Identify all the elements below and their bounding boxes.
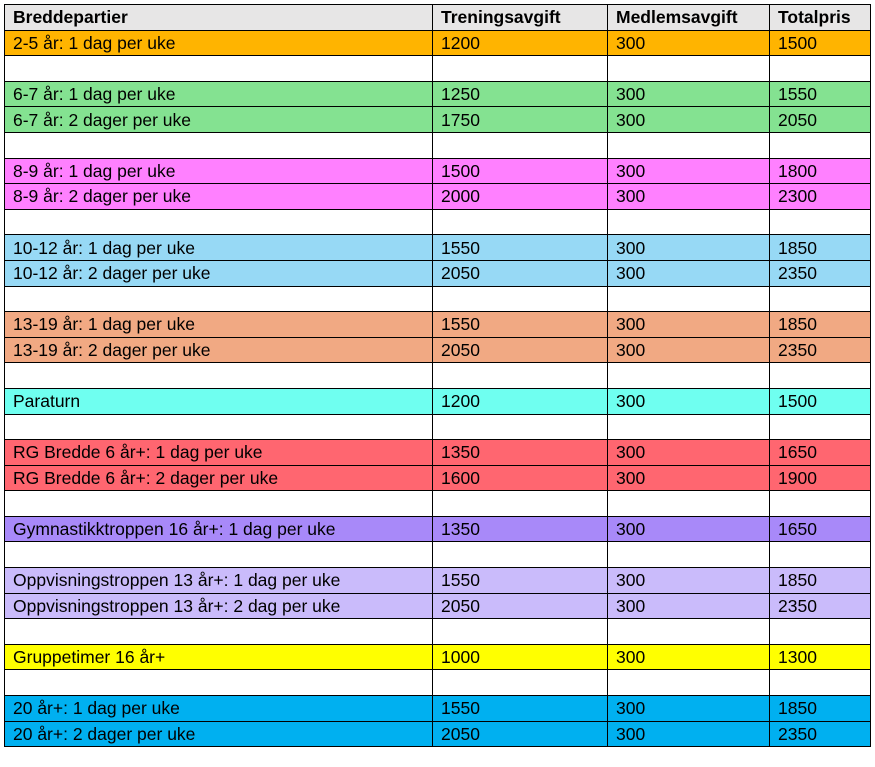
group-cell: Oppvisningstroppen 13 år+: 2 dag per uke bbox=[5, 593, 433, 619]
header-row bbox=[5, 5, 871, 31]
total-price-cell: 2350 bbox=[770, 721, 871, 747]
group-cell: 20 år+: 1 dag per uke bbox=[5, 696, 433, 722]
training-fee-cell: 2050 bbox=[433, 721, 608, 747]
membership-fee-cell: 300 bbox=[608, 388, 770, 414]
training-fee-cell: 1200 bbox=[433, 30, 608, 56]
group-cell bbox=[5, 414, 433, 440]
table-row bbox=[5, 81, 871, 107]
membership-fee-cell: 300 bbox=[608, 107, 770, 133]
total-price-cell: 1300 bbox=[770, 644, 871, 670]
training-fee-cell: 1550 bbox=[433, 696, 608, 722]
total-price-cell bbox=[770, 414, 871, 440]
table-row bbox=[5, 670, 871, 696]
training-fee-cell bbox=[433, 670, 608, 696]
training-fee-cell: 1550 bbox=[433, 312, 608, 338]
table-row bbox=[5, 568, 871, 594]
table-row bbox=[5, 286, 871, 312]
table-row bbox=[5, 132, 871, 158]
training-fee-cell: 2050 bbox=[433, 260, 608, 286]
header-breddepartier: Breddepartier bbox=[5, 5, 433, 31]
group-cell: 8-9 år: 2 dager per uke bbox=[5, 184, 433, 210]
training-fee-cell bbox=[433, 542, 608, 568]
membership-fee-cell bbox=[608, 56, 770, 82]
total-price-cell bbox=[770, 619, 871, 645]
membership-fee-cell: 300 bbox=[608, 30, 770, 56]
total-price-cell: 1850 bbox=[770, 568, 871, 594]
total-price-cell: 1850 bbox=[770, 696, 871, 722]
total-price-cell: 1650 bbox=[770, 440, 871, 466]
group-cell bbox=[5, 209, 433, 235]
total-price-cell bbox=[770, 132, 871, 158]
table-row bbox=[5, 491, 871, 517]
membership-fee-cell bbox=[608, 132, 770, 158]
training-fee-cell: 1500 bbox=[433, 158, 608, 184]
header-medlemsavgift: Medlemsavgift bbox=[608, 5, 770, 31]
total-price-cell: 2350 bbox=[770, 593, 871, 619]
membership-fee-cell: 300 bbox=[608, 516, 770, 542]
training-fee-cell: 1250 bbox=[433, 81, 608, 107]
membership-fee-cell bbox=[608, 363, 770, 389]
training-fee-cell bbox=[433, 491, 608, 517]
training-fee-cell bbox=[433, 56, 608, 82]
total-price-cell bbox=[770, 363, 871, 389]
membership-fee-cell: 300 bbox=[608, 568, 770, 594]
training-fee-cell: 1350 bbox=[433, 516, 608, 542]
membership-fee-cell: 300 bbox=[608, 81, 770, 107]
table-row bbox=[5, 312, 871, 338]
group-cell: 10-12 år: 2 dager per uke bbox=[5, 260, 433, 286]
group-cell bbox=[5, 670, 433, 696]
table-row bbox=[5, 260, 871, 286]
table-row bbox=[5, 542, 871, 568]
training-fee-cell bbox=[433, 619, 608, 645]
group-cell bbox=[5, 286, 433, 312]
training-fee-cell: 1550 bbox=[433, 568, 608, 594]
group-cell: Oppvisningstroppen 13 år+: 1 dag per uke bbox=[5, 568, 433, 594]
membership-fee-cell: 300 bbox=[608, 696, 770, 722]
table-row bbox=[5, 644, 871, 670]
table-row bbox=[5, 30, 871, 56]
table-row bbox=[5, 465, 871, 491]
membership-fee-cell: 300 bbox=[608, 721, 770, 747]
group-cell bbox=[5, 542, 433, 568]
total-price-cell bbox=[770, 286, 871, 312]
group-cell: 20 år+: 2 dager per uke bbox=[5, 721, 433, 747]
membership-fee-cell bbox=[608, 670, 770, 696]
total-price-cell: 2350 bbox=[770, 337, 871, 363]
table-row bbox=[5, 56, 871, 82]
group-cell: 13-19 år: 1 dag per uke bbox=[5, 312, 433, 338]
table-row bbox=[5, 363, 871, 389]
total-price-cell: 2300 bbox=[770, 184, 871, 210]
membership-fee-cell bbox=[608, 209, 770, 235]
group-cell: 13-19 år: 2 dager per uke bbox=[5, 337, 433, 363]
total-price-cell: 1900 bbox=[770, 465, 871, 491]
training-fee-cell: 2050 bbox=[433, 593, 608, 619]
membership-fee-cell: 300 bbox=[608, 465, 770, 491]
total-price-cell bbox=[770, 209, 871, 235]
membership-fee-cell: 300 bbox=[608, 337, 770, 363]
total-price-cell: 1550 bbox=[770, 81, 871, 107]
training-fee-cell: 1550 bbox=[433, 235, 608, 261]
membership-fee-cell bbox=[608, 286, 770, 312]
table-row bbox=[5, 107, 871, 133]
group-cell: Paraturn bbox=[5, 388, 433, 414]
group-cell bbox=[5, 491, 433, 517]
training-fee-cell: 1600 bbox=[433, 465, 608, 491]
group-cell: 2-5 år: 1 dag per uke bbox=[5, 30, 433, 56]
table-row bbox=[5, 721, 871, 747]
table-row bbox=[5, 619, 871, 645]
total-price-cell: 2350 bbox=[770, 260, 871, 286]
table-row bbox=[5, 516, 871, 542]
total-price-cell bbox=[770, 491, 871, 517]
training-fee-cell: 2000 bbox=[433, 184, 608, 210]
total-price-cell: 2050 bbox=[770, 107, 871, 133]
group-cell: 10-12 år: 1 dag per uke bbox=[5, 235, 433, 261]
table-body bbox=[5, 30, 871, 747]
group-cell bbox=[5, 132, 433, 158]
table-row bbox=[5, 414, 871, 440]
membership-fee-cell: 300 bbox=[608, 158, 770, 184]
header-treningsavgift: Treningsavgift bbox=[433, 5, 608, 31]
membership-fee-cell: 300 bbox=[608, 260, 770, 286]
group-cell: 6-7 år: 1 dag per uke bbox=[5, 81, 433, 107]
membership-fee-cell: 300 bbox=[608, 644, 770, 670]
table-row bbox=[5, 593, 871, 619]
membership-fee-cell bbox=[608, 619, 770, 645]
group-cell: Gruppetimer 16 år+ bbox=[5, 644, 433, 670]
group-cell: RG Bredde 6 år+: 1 dag per uke bbox=[5, 440, 433, 466]
membership-fee-cell bbox=[608, 414, 770, 440]
total-price-cell: 1500 bbox=[770, 30, 871, 56]
membership-fee-cell: 300 bbox=[608, 593, 770, 619]
membership-fee-cell: 300 bbox=[608, 312, 770, 338]
total-price-cell bbox=[770, 670, 871, 696]
table-row bbox=[5, 696, 871, 722]
training-fee-cell: 1200 bbox=[433, 388, 608, 414]
table-row bbox=[5, 235, 871, 261]
group-cell: 6-7 år: 2 dager per uke bbox=[5, 107, 433, 133]
training-fee-cell: 1000 bbox=[433, 644, 608, 670]
total-price-cell bbox=[770, 56, 871, 82]
table-row bbox=[5, 209, 871, 235]
membership-fee-cell: 300 bbox=[608, 184, 770, 210]
training-fee-cell bbox=[433, 209, 608, 235]
table-row bbox=[5, 184, 871, 210]
table-row bbox=[5, 337, 871, 363]
group-cell bbox=[5, 619, 433, 645]
table-row bbox=[5, 388, 871, 414]
total-price-cell: 1850 bbox=[770, 312, 871, 338]
total-price-cell: 1800 bbox=[770, 158, 871, 184]
group-cell bbox=[5, 56, 433, 82]
membership-fee-cell: 300 bbox=[608, 440, 770, 466]
group-cell: Gymnastikktroppen 16 år+: 1 dag per uke bbox=[5, 516, 433, 542]
price-table bbox=[4, 4, 871, 747]
training-fee-cell: 2050 bbox=[433, 337, 608, 363]
header-totalpris: Totalpris bbox=[770, 5, 871, 31]
group-cell: 8-9 år: 1 dag per uke bbox=[5, 158, 433, 184]
group-cell: RG Bredde 6 år+: 2 dager per uke bbox=[5, 465, 433, 491]
membership-fee-cell: 300 bbox=[608, 235, 770, 261]
training-fee-cell bbox=[433, 414, 608, 440]
group-cell bbox=[5, 363, 433, 389]
total-price-cell: 1500 bbox=[770, 388, 871, 414]
training-fee-cell bbox=[433, 132, 608, 158]
training-fee-cell: 1350 bbox=[433, 440, 608, 466]
training-fee-cell bbox=[433, 363, 608, 389]
table-row bbox=[5, 158, 871, 184]
training-fee-cell bbox=[433, 286, 608, 312]
membership-fee-cell bbox=[608, 491, 770, 517]
table-row bbox=[5, 440, 871, 466]
total-price-cell bbox=[770, 542, 871, 568]
training-fee-cell: 1750 bbox=[433, 107, 608, 133]
membership-fee-cell bbox=[608, 542, 770, 568]
total-price-cell: 1650 bbox=[770, 516, 871, 542]
total-price-cell: 1850 bbox=[770, 235, 871, 261]
